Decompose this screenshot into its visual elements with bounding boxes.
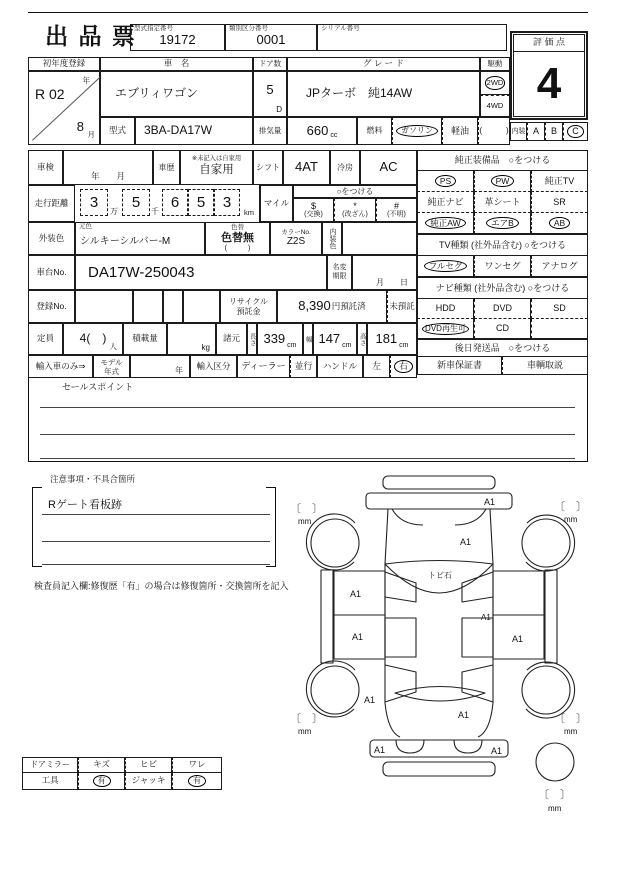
mark-windshield-stone: トビ石 bbox=[428, 571, 452, 580]
car-name-label: 車 名 bbox=[100, 57, 253, 71]
serial-number-label: シリアル番号 bbox=[321, 25, 360, 32]
first-reg-year-unit: 年 bbox=[82, 76, 90, 85]
equip-airbag-cell bbox=[474, 213, 531, 234]
mark-rear-bumper-left: A1 bbox=[374, 745, 386, 755]
interior-grade-a: A bbox=[527, 122, 545, 141]
wheel-rear-left bbox=[311, 666, 359, 714]
chassis-label: 車台No. bbox=[28, 255, 75, 290]
serial-number-box bbox=[317, 24, 507, 51]
spec-width-label bbox=[303, 323, 313, 355]
doors-d: D bbox=[276, 104, 282, 114]
rear-lower-strip bbox=[383, 762, 495, 776]
sales-line-2 bbox=[40, 434, 575, 435]
drive-2wd: 2WD bbox=[485, 76, 506, 90]
length-unit: cm bbox=[287, 341, 297, 349]
equip-manual: 車輌取説 bbox=[502, 357, 588, 375]
flag-tamper-symbol: * bbox=[353, 200, 357, 211]
notes-rule-1 bbox=[42, 514, 270, 515]
displacement-value: 660 bbox=[306, 122, 329, 138]
repaint-cell bbox=[205, 222, 270, 255]
model-code-value: 3BA-DA17W bbox=[135, 117, 253, 145]
orig-color-label: 元色 bbox=[79, 223, 92, 230]
interior-cut-left-rear bbox=[385, 665, 416, 702]
tools-scratch: キズ bbox=[78, 757, 125, 773]
flag-tamper-label: (改ざん) bbox=[342, 211, 368, 219]
hood-arc-left bbox=[392, 509, 423, 525]
interior-cut-left-front bbox=[385, 572, 416, 602]
tools-jack-has: 有 bbox=[188, 775, 206, 787]
equip-fullseg: フルセグ bbox=[424, 260, 468, 273]
rear-bumper-notch-left bbox=[396, 740, 424, 753]
first-reg-month-unit: 月 bbox=[87, 130, 95, 140]
interior-grade-label: 内装 bbox=[510, 122, 527, 141]
equip-ab-cell bbox=[531, 213, 588, 234]
door-front-right bbox=[493, 571, 544, 615]
mileage-d1: 6 bbox=[162, 189, 188, 216]
wheel-front-left bbox=[311, 519, 359, 567]
hood-side-right bbox=[490, 509, 493, 564]
handle-label: ハンドル bbox=[317, 355, 363, 378]
mileage-flag-unknown bbox=[376, 198, 417, 222]
capacity-unit: 人 bbox=[109, 342, 117, 352]
equip-sec4-title: 後日発送品 ○をつける bbox=[417, 339, 588, 357]
front-roof-strip bbox=[383, 476, 495, 489]
tools-split: ワレ bbox=[172, 757, 222, 773]
notes-title: 注意事項・不具合箇所 bbox=[50, 474, 136, 485]
equip-sec2-title: TV種類 (社外品含む) ○をつける bbox=[417, 234, 588, 256]
mark-rear-bumper-right: A1 bbox=[491, 746, 503, 756]
color-no-value: Z2S bbox=[286, 236, 306, 248]
bracket-rear-left: 〔 〕 bbox=[290, 713, 323, 725]
hood-arc-right bbox=[455, 509, 486, 525]
color-no-cell bbox=[270, 222, 322, 255]
tools-door-mirror: ドアミラー bbox=[22, 757, 78, 773]
recycle-alt: 未預託 bbox=[387, 290, 417, 323]
spec-label: 諸元 bbox=[216, 323, 247, 355]
mileage-circle-note: ○をつける bbox=[293, 185, 417, 198]
score-label: 評 価 点 bbox=[513, 34, 585, 52]
displacement-label: 排気量 bbox=[253, 117, 287, 145]
mark-door-rear-left: A1 bbox=[352, 632, 364, 642]
equip-sd: SD bbox=[531, 299, 588, 319]
length-value: 339 bbox=[263, 330, 286, 346]
bracket-rear-left-mm: mm bbox=[298, 727, 312, 736]
sales-line-1 bbox=[40, 407, 575, 408]
interior-grade-c: C bbox=[567, 125, 584, 138]
displacement-unit: cc bbox=[330, 131, 338, 139]
equip-sr: SR bbox=[531, 192, 588, 213]
flag-exchange-label: (交換) bbox=[304, 211, 323, 219]
mark-door-rear-right: A1 bbox=[512, 634, 524, 644]
fuel-other-paren: ( ) bbox=[478, 117, 510, 145]
int-color-label-text: 内装色 bbox=[329, 228, 337, 249]
equip-hdd: HDD bbox=[417, 299, 474, 319]
handle-left: 左 bbox=[363, 355, 390, 378]
repaint-label: 色替 bbox=[231, 224, 244, 232]
fuel-label: 燃料 bbox=[357, 117, 392, 145]
grade-label: グ レ ー ド bbox=[287, 57, 480, 71]
notes-bracket-left bbox=[32, 487, 42, 567]
height-label-text: 高さ bbox=[358, 332, 366, 346]
first-reg-month: 8 bbox=[76, 119, 84, 135]
tools-jack-has-cell bbox=[172, 773, 222, 790]
rear-window bbox=[395, 687, 485, 702]
shaken-cell: 年 月 bbox=[63, 150, 153, 185]
equip-dvd: DVD bbox=[474, 299, 531, 319]
mark-quarter-left: A1 bbox=[364, 695, 376, 705]
equip-cd: CD bbox=[474, 319, 531, 339]
equip-ab: AB bbox=[549, 217, 570, 230]
drive-2wd-cell bbox=[480, 71, 510, 95]
doors-label: ドア数 bbox=[253, 57, 287, 71]
equip-sec3-title: ナビ種類 (社外品含む) ○をつける bbox=[417, 277, 588, 299]
reg-no-cell-3 bbox=[163, 290, 183, 323]
mark-front-bumper: A1 bbox=[484, 497, 496, 507]
spec-length-cell bbox=[257, 323, 303, 355]
bracket-front-right: 〔 〕 bbox=[554, 501, 587, 513]
class-number-value: 0001 bbox=[256, 32, 286, 48]
import-type-label: 輸入区分 bbox=[190, 355, 237, 378]
bracket-spare: 〔 〕 bbox=[538, 789, 571, 801]
length-label-text: 長さ bbox=[248, 332, 256, 346]
model-year-label: モデル年式 bbox=[93, 355, 130, 378]
mileage-mile: マイル bbox=[260, 185, 293, 222]
shaken-label: 車検 bbox=[28, 150, 63, 185]
mileage-sen-unit: 千 bbox=[151, 207, 159, 217]
reg-no-label: 登録No. bbox=[28, 290, 75, 323]
reg-no-cell-4 bbox=[183, 290, 220, 323]
equip-ps: PS bbox=[435, 175, 456, 188]
bracket-rear-right-mm: mm bbox=[564, 727, 578, 736]
interior-cut-right-mid bbox=[462, 618, 493, 657]
equip-navi-blank bbox=[531, 319, 588, 339]
car-name-value: エブリィワゴン bbox=[100, 71, 253, 117]
mileage-flag-tamper bbox=[334, 198, 376, 222]
height-unit: cm bbox=[399, 341, 409, 349]
equip-navi: 純正ナビ bbox=[417, 192, 474, 213]
history-note: ※未記入は自家用 bbox=[191, 154, 242, 162]
orig-color-value: シルキーシルバー-M bbox=[80, 236, 171, 248]
tools-tool-has-cell bbox=[78, 773, 125, 790]
int-color-value bbox=[342, 222, 417, 255]
cooling-label: 冷房 bbox=[330, 150, 360, 185]
fuel-diesel: 軽油 bbox=[442, 117, 478, 145]
recycle-label: リサイクル預託金 bbox=[220, 290, 277, 323]
tools-tool-has: 有 bbox=[93, 775, 111, 787]
model-designation-value: 19172 bbox=[159, 32, 196, 48]
color-no-label: カラーNo. bbox=[281, 229, 311, 237]
width-unit: cm bbox=[342, 341, 352, 349]
model-designation-box bbox=[130, 24, 225, 51]
name-change-cell: 月 日 bbox=[352, 255, 417, 290]
top-rule bbox=[28, 12, 588, 13]
grade-value: JPターボ 純14AW bbox=[287, 71, 480, 117]
repaint-paren: ( ) bbox=[224, 244, 251, 252]
sales-line-3 bbox=[40, 458, 575, 459]
equip-dvd-play: DVD再生可 bbox=[422, 323, 469, 335]
drive-4wd-cell: 4WD bbox=[480, 95, 510, 117]
handle-right: 右 bbox=[394, 360, 413, 373]
mileage-d2: 5 bbox=[188, 189, 214, 216]
capacity-cell bbox=[63, 323, 123, 355]
capacity-value: 4( ) bbox=[79, 331, 107, 346]
equip-aw-cell bbox=[417, 213, 474, 234]
bracket-front-left-mm: mm bbox=[298, 517, 312, 526]
orig-color-cell bbox=[75, 222, 205, 255]
mileage-sen: 5 bbox=[122, 189, 150, 216]
model-designation-label: 型式指定番号 bbox=[134, 25, 173, 32]
recycle-cell bbox=[277, 290, 387, 323]
doors-value: 5 bbox=[266, 81, 274, 97]
tools-tool-label: 工具 bbox=[22, 773, 78, 790]
fuel-gasoline: ガソリン bbox=[396, 125, 438, 137]
sill-left bbox=[321, 570, 333, 663]
notes-line1-text: Rゲート看板跡 bbox=[48, 499, 122, 512]
spec-width-cell bbox=[313, 323, 357, 355]
arch-rear-right bbox=[526, 662, 575, 718]
bracket-front-right-mm: mm bbox=[564, 515, 578, 524]
mileage-d3: 3 bbox=[214, 189, 240, 216]
reg-no-cell-2 bbox=[133, 290, 163, 323]
mark-rear-gate: A1 bbox=[458, 710, 470, 720]
equip-fullseg-cell bbox=[417, 256, 474, 277]
model-year-cell: 年 bbox=[130, 355, 190, 378]
mark-rocker-right: A1 bbox=[481, 613, 491, 622]
equip-leather: 革シート bbox=[474, 192, 531, 213]
interior-cut-right-front bbox=[462, 572, 493, 602]
capacity-label: 定員 bbox=[28, 323, 63, 355]
equip-oneseg: ワンセグ bbox=[474, 256, 531, 277]
tools-crack: ヒビ bbox=[125, 757, 172, 773]
first-reg-label: 初年度登録 bbox=[28, 57, 100, 71]
interior-cut-left-mid bbox=[385, 618, 416, 657]
import-label: 輸入車のみ⇒ bbox=[28, 355, 93, 378]
equip-warranty: 新車保証書 bbox=[417, 357, 502, 375]
shift-label: シフト bbox=[253, 150, 283, 185]
doors-cell bbox=[253, 71, 287, 117]
import-dealer: ディーラー bbox=[237, 355, 290, 378]
mileage-label: 走行距離 bbox=[28, 185, 75, 222]
spare-tire bbox=[536, 743, 574, 781]
repaint-value: 色替無 bbox=[221, 231, 254, 244]
drive-label: 駆動 bbox=[480, 57, 510, 71]
mileage-man: 3 bbox=[80, 189, 108, 216]
flag-unknown-label: (不明) bbox=[387, 211, 406, 219]
notes-rule-3 bbox=[42, 564, 270, 565]
mark-door-front-left: A1 bbox=[350, 589, 362, 599]
wheel-rear-right bbox=[522, 666, 570, 714]
load-cell: kg bbox=[167, 323, 216, 355]
equip-ps-cell bbox=[417, 171, 474, 192]
bracket-rear-right: 〔 〕 bbox=[554, 713, 587, 725]
reg-no-cell-1 bbox=[75, 290, 133, 323]
sales-point-label: セールスポイント bbox=[62, 382, 134, 393]
wheel-front-right bbox=[522, 519, 570, 567]
page-title: 出 品 票 bbox=[45, 22, 137, 49]
hood-side-left bbox=[385, 509, 388, 564]
class-number-box bbox=[225, 24, 317, 51]
displacement-cell bbox=[287, 117, 357, 145]
sill-right bbox=[545, 570, 557, 663]
gate-side-left bbox=[385, 703, 400, 737]
mileage-km: km bbox=[244, 207, 254, 217]
chassis-value: DA17W-250043 bbox=[75, 255, 327, 290]
fuel-gasoline-cell bbox=[392, 117, 442, 145]
load-label: 積載量 bbox=[123, 323, 167, 355]
ext-color-label: 外装色 bbox=[28, 222, 75, 255]
shift-value: 4AT bbox=[283, 150, 330, 185]
equip-aw: 純正AW bbox=[425, 217, 465, 230]
height-value: 181 bbox=[375, 330, 398, 346]
equip-analog: アナログ bbox=[531, 256, 588, 277]
first-reg-year: R 02 bbox=[35, 86, 65, 102]
rear-bumper-notch-right bbox=[454, 740, 482, 753]
car-diagram bbox=[288, 466, 628, 826]
cooling-value: AC bbox=[360, 150, 417, 185]
flag-unknown-symbol: # bbox=[393, 200, 399, 211]
rear-bumper bbox=[370, 740, 508, 757]
equip-dvd-play-cell bbox=[417, 319, 474, 339]
handle-right-cell bbox=[390, 355, 417, 378]
inspector-note: 検査員記入欄:修復歴「有」の場合は修復箇所・交換箇所を記入 bbox=[34, 581, 289, 592]
recycle-suffix: 円預託済 bbox=[331, 300, 366, 311]
bracket-front-left: 〔 〕 bbox=[290, 503, 323, 515]
equip-pw: PW bbox=[491, 175, 515, 188]
equip-pw-cell bbox=[474, 171, 531, 192]
equip-tv: 純正TV bbox=[531, 171, 588, 192]
mileage-man-unit: 万 bbox=[110, 207, 118, 217]
first-reg-cell bbox=[28, 71, 100, 145]
interior-cut-right-rear bbox=[462, 665, 493, 702]
interior-grade-c-cell bbox=[563, 122, 588, 141]
gate-side-right bbox=[478, 703, 493, 737]
flag-exchange-symbol: $ bbox=[310, 200, 316, 211]
width-value: 147 bbox=[318, 330, 341, 346]
notes-bracket-right bbox=[266, 487, 276, 567]
tools-jack-label: ジャッキ bbox=[125, 773, 172, 790]
interior-grade-b: B bbox=[545, 122, 563, 141]
spec-height-label bbox=[357, 323, 367, 355]
equip-sec1-title: 純正装備品 ○をつける bbox=[417, 150, 588, 171]
name-change-label: 名変期限 bbox=[327, 255, 352, 290]
history-cell bbox=[180, 150, 253, 185]
spec-length-label bbox=[247, 323, 257, 355]
mileage-flag-exchange bbox=[293, 198, 334, 222]
mark-hood: A1 bbox=[460, 537, 472, 547]
model-code-label: 型式 bbox=[100, 117, 135, 145]
score-value: 4 bbox=[536, 59, 562, 109]
spec-height-cell bbox=[367, 323, 417, 355]
history-label: 車歴 bbox=[153, 150, 180, 185]
recycle-amount: 8,390 bbox=[298, 298, 331, 314]
bracket-spare-mm: mm bbox=[548, 804, 562, 813]
class-number-label: 類別区分番号 bbox=[229, 25, 268, 32]
notes-rule-2 bbox=[42, 541, 270, 542]
int-color-label bbox=[322, 222, 342, 255]
import-parallel: 並行 bbox=[290, 355, 317, 378]
width-label-text: 幅 bbox=[304, 335, 312, 343]
history-value: 自家用 bbox=[199, 164, 234, 176]
equip-airbag: エアB bbox=[486, 217, 519, 230]
